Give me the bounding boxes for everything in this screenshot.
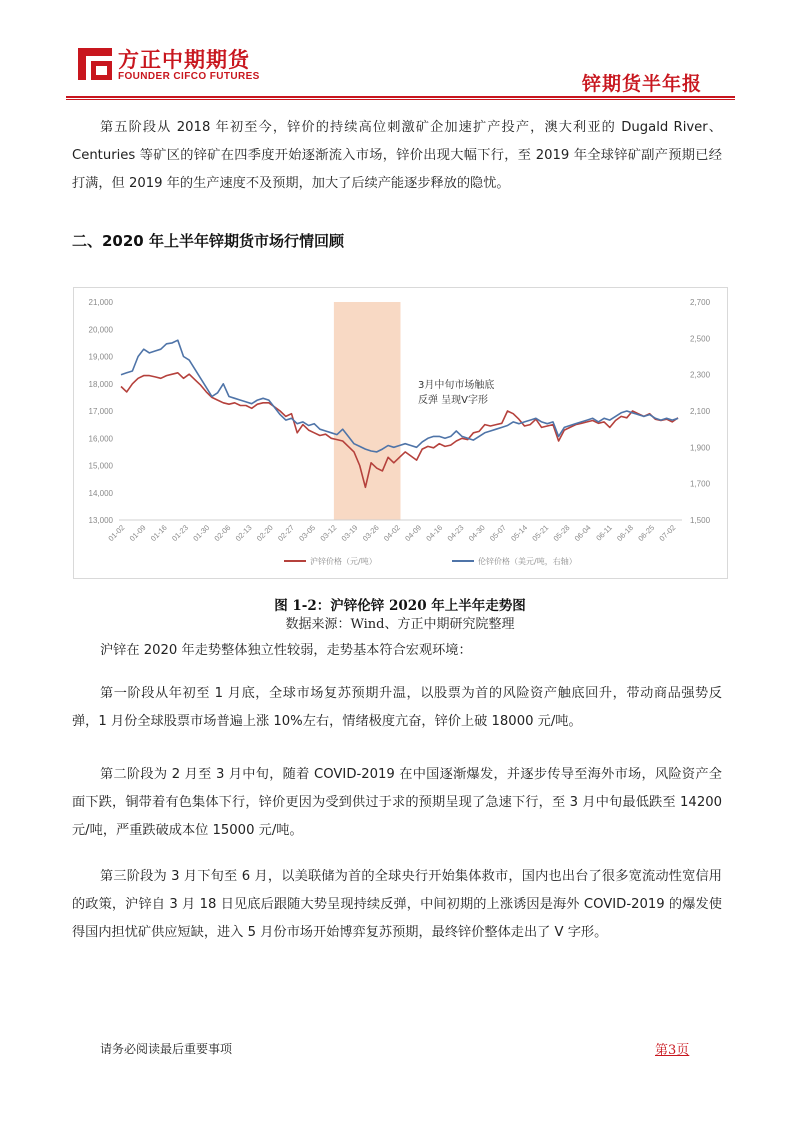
x-tick-label: 05-21 xyxy=(530,523,551,543)
x-tick-label: 03-26 xyxy=(360,523,381,543)
paragraph-stage-two: 第二阶段为 2 月至 3 月中旬，随着 COVID-2019 在中国逐渐爆发，并逐步传导至海外市场，风险资产全面下跌，铜带着有色集体下行，锌价更因为受到供过于求的预期呈现了急速下行，至 3 月中旬最低跌至 14200 元/吨，严重跌破成本位 15000 元/吨。 xyxy=(72,767,722,838)
y-right-tick-label: 2,500 xyxy=(690,334,711,344)
founder-logo-icon xyxy=(78,48,112,80)
x-tick-label: 03-05 xyxy=(297,523,318,543)
x-tick-label: 01-09 xyxy=(127,523,148,543)
y-right-tick-label: 1,700 xyxy=(690,479,711,489)
section-title: 二、2020 年上半年锌期货市场行情回顾 xyxy=(72,232,344,250)
x-tick-label: 01-23 xyxy=(170,523,190,543)
y-right-tick-label: 1,500 xyxy=(690,516,711,525)
x-tick-label: 04-30 xyxy=(466,523,487,543)
paragraph-stage-one: 第一阶段从年初至 1 月底，全球市场复苏预期升温，以股票为首的风险资产触底回升，带动商品强势反弹，1 月份全球股票市场普遍上涨 10%左右，情绪极度亢奋，锌价上破 18000 元/吨。 xyxy=(72,686,722,729)
page-header xyxy=(0,0,800,100)
y-left-tick-label: 15,000 xyxy=(88,461,113,471)
x-tick-label: 04-09 xyxy=(403,523,424,543)
x-tick-label: 05-28 xyxy=(551,523,572,543)
x-tick-label: 01-30 xyxy=(191,523,212,543)
y-left-tick-label: 16,000 xyxy=(88,434,113,444)
x-tick-label: 04-16 xyxy=(424,523,445,543)
y-right-tick-label: 2,700 xyxy=(690,298,711,307)
zinc-price-chart xyxy=(73,287,728,579)
y-left-tick-label: 20,000 xyxy=(88,325,113,335)
x-tick-label: 01-16 xyxy=(148,523,169,543)
chart-annotation: 3月中旬市场触底 xyxy=(418,380,495,391)
y-left-tick-label: 17,000 xyxy=(88,407,113,416)
header-divider-thin xyxy=(66,99,735,100)
legend-label: 沪锌价格（元/吨） xyxy=(310,557,377,566)
page-number-link[interactable]: 第3页 xyxy=(655,1043,690,1058)
x-tick-label: 04-02 xyxy=(381,523,402,543)
report-title: 锌期货半年报 xyxy=(581,73,702,95)
x-tick-label: 01-02 xyxy=(106,523,127,543)
x-tick-label: 02-27 xyxy=(276,523,296,543)
y-right-tick-label: 1,900 xyxy=(690,443,711,453)
x-tick-label: 07-02 xyxy=(657,523,678,543)
x-tick-label: 02-20 xyxy=(254,523,275,543)
x-tick-label: 03-19 xyxy=(339,523,360,543)
y-left-tick-label: 19,000 xyxy=(88,352,113,362)
chart-canvas xyxy=(74,288,727,578)
figure-source: 数据来源：Wind、方正中期研究院整理 xyxy=(285,617,515,632)
x-tick-label: 06-11 xyxy=(594,523,614,543)
x-tick-label: 04-23 xyxy=(445,523,466,543)
y-left-tick-label: 14,000 xyxy=(88,488,113,498)
legend-label: 伦锌价格（美元/吨，右轴） xyxy=(478,557,577,566)
logo-english-name: FOUNDER CIFCO FUTURES xyxy=(118,71,260,82)
intro-paragraph: 第五阶段从 2018 年初至今，锌价的持续高位刺激矿企加速扩产投产，澳大利亚的 Dugald River、Centuries 等矿区的锌矿在四季度开始逐渐流入市场，锌价出现大幅下行，至 2019 年全球锌矿副产预期已经打满，但 2019 年的生产速度不及预期，加大了后续产能逐步释放的隐忧。 xyxy=(72,120,722,191)
x-tick-label: 02-13 xyxy=(233,523,254,543)
paragraph-summary: 沪锌在 2020 年走势整体独立性较弱，走势基本符合宏观环境： xyxy=(100,643,472,658)
x-tick-label: 06-18 xyxy=(615,523,636,543)
shaded-crash-period xyxy=(334,302,401,520)
y-left-tick-label: 18,000 xyxy=(88,379,113,389)
paragraph-stage-three: 第三阶段为 3 月下旬至 6 月，以美联储为首的全球央行开始集体救市，国内也出台了很多宽流动性宽信用的政策，沪锌自 3 月 18 日见底后跟随大势呈现持续反弹，中间初期的上涨诱因是海外 COVID-2019 的爆发使得国内担忧矿供应短缺，进入 5 月份市场开始博弈复苏预期，最终锌价整体走出了 V 字形。 xyxy=(72,869,722,940)
x-tick-label: 03-12 xyxy=(318,523,339,543)
figure-caption: 图 1-2：沪锌伦锌 2020 年上半年走势图 xyxy=(274,598,526,614)
logo-chinese-name: 方正中期期货 xyxy=(118,48,250,72)
y-left-tick-label: 21,000 xyxy=(88,298,113,307)
x-tick-label: 06-25 xyxy=(636,523,657,543)
y-right-tick-label: 2,300 xyxy=(690,370,711,380)
x-tick-label: 05-14 xyxy=(509,523,530,543)
x-tick-label: 02-06 xyxy=(212,523,233,543)
y-right-tick-label: 2,100 xyxy=(690,407,711,416)
header-divider xyxy=(66,96,735,98)
x-tick-label: 06-04 xyxy=(572,523,593,543)
footer-disclaimer: 请务必阅读最后重要事项 xyxy=(100,1042,233,1056)
chart-annotation: 反弹 呈现V字形 xyxy=(418,395,489,406)
y-left-tick-label: 13,000 xyxy=(88,516,113,525)
x-tick-label: 05-07 xyxy=(487,523,508,543)
